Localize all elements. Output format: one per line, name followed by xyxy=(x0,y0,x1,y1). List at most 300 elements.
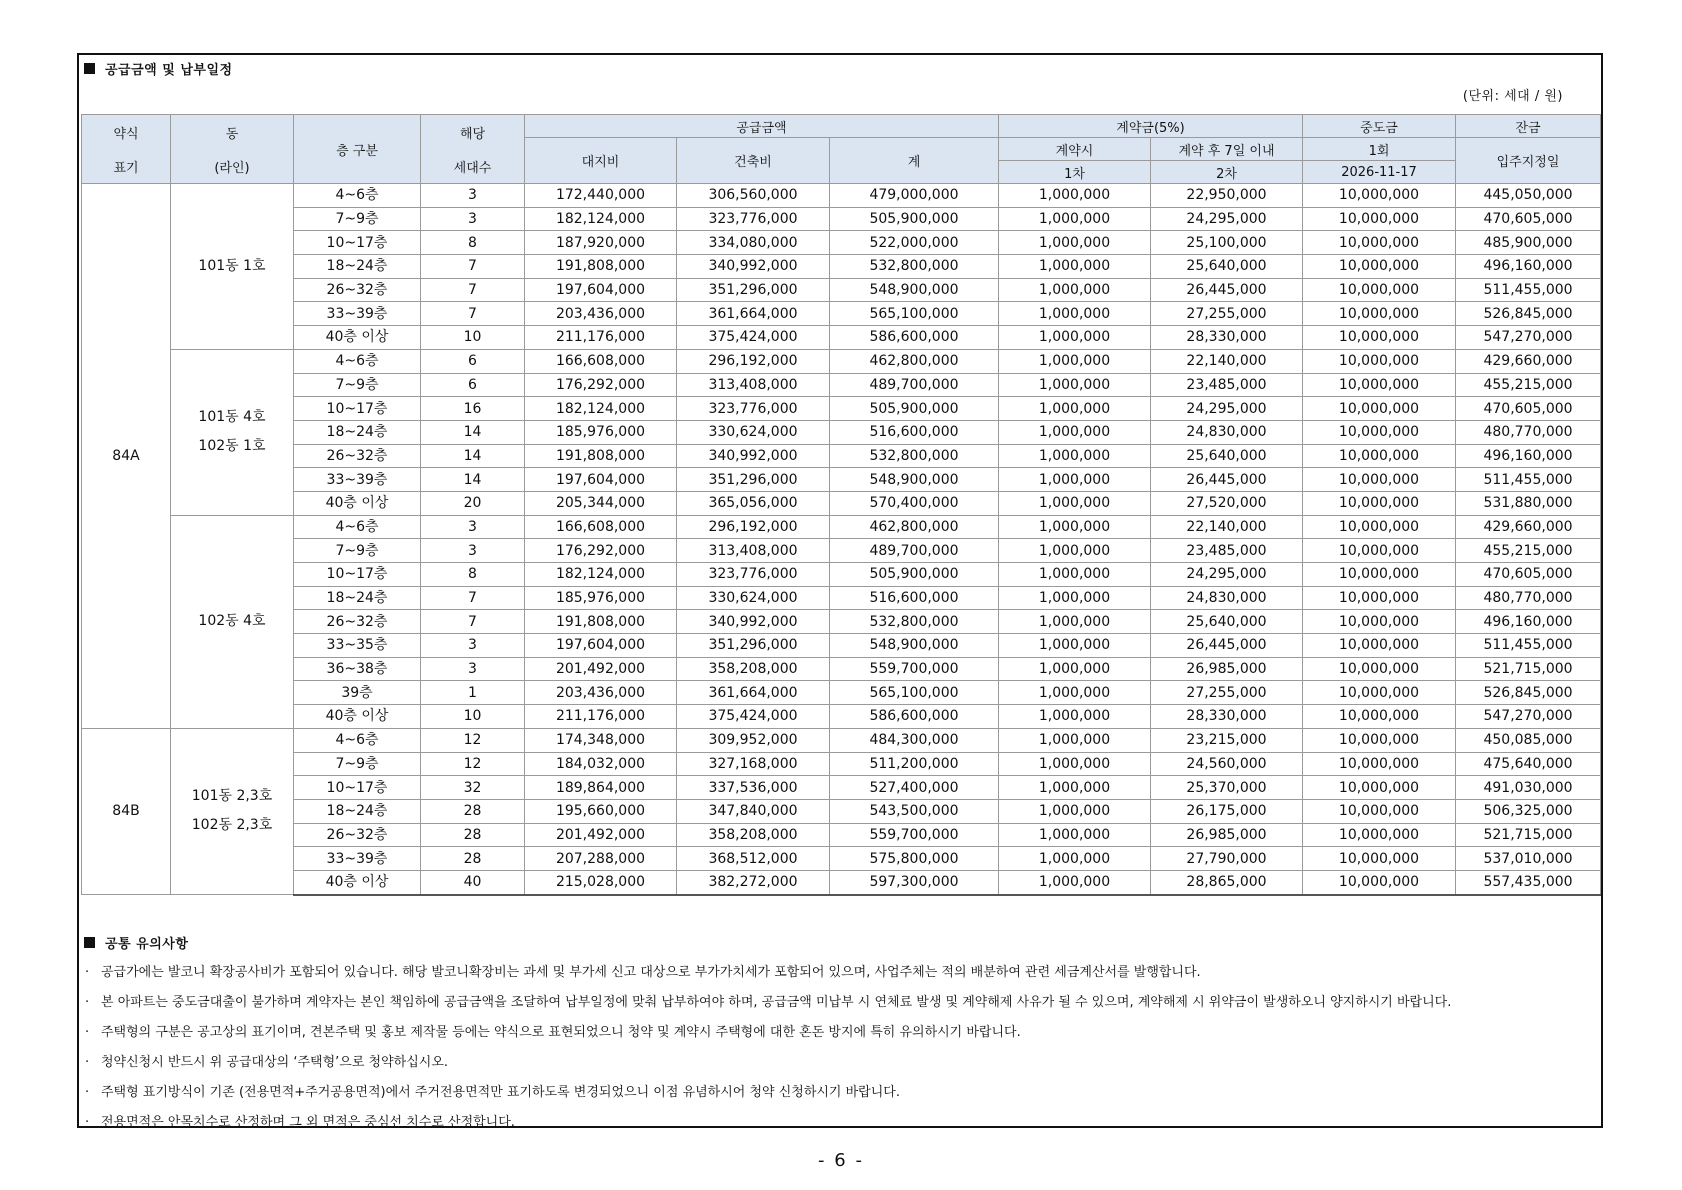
dep1-cell: 1,000,000 xyxy=(999,563,1151,587)
header-type: 약식 표기 xyxy=(82,115,171,184)
note-bullet: · xyxy=(85,1025,90,1040)
dep2-cell: 28,865,000 xyxy=(1151,870,1303,894)
floor-cell: 40층 이상 xyxy=(294,705,421,729)
land-cell: 182,124,000 xyxy=(525,207,677,231)
building-cell: 365,056,000 xyxy=(677,491,830,515)
balance-cell: 455,215,000 xyxy=(1456,539,1601,563)
land-cell: 197,604,000 xyxy=(525,278,677,302)
note-item xyxy=(85,1108,1585,1138)
floor-cell: 40층 이상 xyxy=(294,491,421,515)
type-cell: 84A xyxy=(82,184,171,729)
dep2-cell: 27,255,000 xyxy=(1151,302,1303,326)
total-cell: 586,600,000 xyxy=(830,705,999,729)
table-row xyxy=(82,681,1601,705)
building-cell: 340,992,000 xyxy=(677,444,830,468)
land-cell: 215,028,000 xyxy=(525,870,677,894)
units-cell: 7 xyxy=(421,255,525,279)
balance-cell: 511,455,000 xyxy=(1456,468,1601,492)
dep2-cell: 22,950,000 xyxy=(1151,184,1303,208)
dep2-cell: 26,445,000 xyxy=(1151,278,1303,302)
units-cell: 20 xyxy=(421,491,525,515)
interim-cell: 10,000,000 xyxy=(1303,444,1456,468)
interim-cell: 10,000,000 xyxy=(1303,231,1456,255)
total-cell: 516,600,000 xyxy=(830,420,999,444)
dep2-cell: 25,640,000 xyxy=(1151,610,1303,634)
building-cell: 361,664,000 xyxy=(677,302,830,326)
table-row xyxy=(82,278,1601,302)
interim-cell: 10,000,000 xyxy=(1303,705,1456,729)
floor-cell: 18~24층 xyxy=(294,799,421,823)
table-row xyxy=(82,634,1601,658)
land-cell: 166,608,000 xyxy=(525,515,677,539)
units-cell: 7 xyxy=(421,610,525,634)
note-item xyxy=(85,1018,1585,1048)
dep2-cell: 27,255,000 xyxy=(1151,681,1303,705)
dep1-cell: 1,000,000 xyxy=(999,491,1151,515)
interim-cell: 10,000,000 xyxy=(1303,799,1456,823)
notes-list xyxy=(85,958,1585,1138)
dong-cell: 102동 4호 xyxy=(171,515,294,728)
interim-cell: 10,000,000 xyxy=(1303,255,1456,279)
land-cell: 182,124,000 xyxy=(525,397,677,421)
floor-cell: 39층 xyxy=(294,681,421,705)
total-cell: 543,500,000 xyxy=(830,799,999,823)
balance-cell: 450,085,000 xyxy=(1456,728,1601,752)
total-cell: 559,700,000 xyxy=(830,823,999,847)
header-dep-2nd: 2차 xyxy=(1151,161,1303,184)
dep1-cell: 1,000,000 xyxy=(999,870,1151,894)
balance-cell: 496,160,000 xyxy=(1456,444,1601,468)
balance-cell: 496,160,000 xyxy=(1456,255,1601,279)
interim-cell: 10,000,000 xyxy=(1303,184,1456,208)
units-cell: 32 xyxy=(421,776,525,800)
units-cell: 12 xyxy=(421,752,525,776)
total-cell: 489,700,000 xyxy=(830,539,999,563)
interim-cell: 10,000,000 xyxy=(1303,302,1456,326)
document-frame xyxy=(77,53,1603,1128)
floor-cell: 7~9층 xyxy=(294,373,421,397)
interim-cell: 10,000,000 xyxy=(1303,397,1456,421)
land-cell: 185,976,000 xyxy=(525,586,677,610)
dep2-cell: 26,175,000 xyxy=(1151,799,1303,823)
building-cell: 351,296,000 xyxy=(677,278,830,302)
total-cell: 548,900,000 xyxy=(830,278,999,302)
total-cell: 532,800,000 xyxy=(830,444,999,468)
land-cell: 176,292,000 xyxy=(525,539,677,563)
dep1-cell: 1,000,000 xyxy=(999,657,1151,681)
dep1-cell: 1,000,000 xyxy=(999,634,1151,658)
land-cell: 201,492,000 xyxy=(525,657,677,681)
header-interim-date: 2026-11-17 xyxy=(1303,161,1456,184)
total-cell: 570,400,000 xyxy=(830,491,999,515)
header-supply: 공급금액 xyxy=(525,115,999,138)
interim-cell: 10,000,000 xyxy=(1303,563,1456,587)
units-cell: 14 xyxy=(421,468,525,492)
dep1-cell: 1,000,000 xyxy=(999,326,1151,350)
land-cell: 207,288,000 xyxy=(525,847,677,871)
dep2-cell: 26,445,000 xyxy=(1151,468,1303,492)
total-cell: 522,000,000 xyxy=(830,231,999,255)
dep2-cell: 24,295,000 xyxy=(1151,563,1303,587)
section-title-text: 공급금액 및 납부일정 xyxy=(105,63,233,78)
land-cell: 189,864,000 xyxy=(525,776,677,800)
interim-cell: 10,000,000 xyxy=(1303,539,1456,563)
land-cell: 211,176,000 xyxy=(525,705,677,729)
dep1-cell: 1,000,000 xyxy=(999,468,1151,492)
balance-cell: 547,270,000 xyxy=(1456,705,1601,729)
units-cell: 1 xyxy=(421,681,525,705)
dep2-cell: 28,330,000 xyxy=(1151,326,1303,350)
dep1-cell: 1,000,000 xyxy=(999,278,1151,302)
units-cell: 28 xyxy=(421,799,525,823)
dep2-cell: 25,100,000 xyxy=(1151,231,1303,255)
floor-cell: 10~17층 xyxy=(294,776,421,800)
table-row xyxy=(82,657,1601,681)
interim-cell: 10,000,000 xyxy=(1303,657,1456,681)
building-cell: 351,296,000 xyxy=(677,468,830,492)
dep1-cell: 1,000,000 xyxy=(999,728,1151,752)
note-bullet: · xyxy=(85,995,90,1010)
dep2-cell: 24,830,000 xyxy=(1151,586,1303,610)
units-cell: 8 xyxy=(421,563,525,587)
note-bullet: · xyxy=(85,1085,90,1100)
floor-cell: 10~17층 xyxy=(294,397,421,421)
units-cell: 14 xyxy=(421,420,525,444)
table-row xyxy=(82,231,1601,255)
dong-cell: 101동 1호 xyxy=(171,184,294,350)
balance-cell: 470,605,000 xyxy=(1456,397,1601,421)
units-cell: 7 xyxy=(421,278,525,302)
land-cell: 197,604,000 xyxy=(525,468,677,492)
table-row xyxy=(82,752,1601,776)
total-cell: 511,200,000 xyxy=(830,752,999,776)
dep1-cell: 1,000,000 xyxy=(999,207,1151,231)
floor-cell: 26~32층 xyxy=(294,444,421,468)
interim-cell: 10,000,000 xyxy=(1303,823,1456,847)
floor-cell: 33~39층 xyxy=(294,847,421,871)
floor-cell: 10~17층 xyxy=(294,563,421,587)
land-cell: 182,124,000 xyxy=(525,563,677,587)
dep1-cell: 1,000,000 xyxy=(999,823,1151,847)
note-bullet: · xyxy=(85,1055,90,1070)
units-cell: 3 xyxy=(421,657,525,681)
floor-cell: 7~9층 xyxy=(294,207,421,231)
table-row xyxy=(82,397,1601,421)
total-cell: 527,400,000 xyxy=(830,776,999,800)
balance-cell: 506,325,000 xyxy=(1456,799,1601,823)
building-cell: 358,208,000 xyxy=(677,657,830,681)
table-row xyxy=(82,610,1601,634)
unit-note: (단위: 세대 / 원) xyxy=(1462,89,1563,104)
section-title xyxy=(84,59,233,78)
page-number: - 6 - xyxy=(818,1150,864,1171)
dep2-cell: 22,140,000 xyxy=(1151,515,1303,539)
floor-cell: 33~39층 xyxy=(294,302,421,326)
floor-cell: 40층 이상 xyxy=(294,870,421,894)
interim-cell: 10,000,000 xyxy=(1303,468,1456,492)
table-row xyxy=(82,870,1601,894)
interim-cell: 10,000,000 xyxy=(1303,373,1456,397)
balance-cell: 557,435,000 xyxy=(1456,870,1601,894)
total-cell: 462,800,000 xyxy=(830,349,999,373)
total-cell: 505,900,000 xyxy=(830,563,999,587)
units-cell: 40 xyxy=(421,870,525,894)
note-item xyxy=(85,1078,1585,1108)
dep2-cell: 26,985,000 xyxy=(1151,823,1303,847)
header-dep-after-7: 계약 후 7일 이내 xyxy=(1151,138,1303,161)
floor-cell: 4~6층 xyxy=(294,728,421,752)
type-cell: 84B xyxy=(82,728,171,894)
header-dong: 동 (라인) xyxy=(171,115,294,184)
header-interim: 중도금 xyxy=(1303,115,1456,138)
interim-cell: 10,000,000 xyxy=(1303,515,1456,539)
balance-cell: 537,010,000 xyxy=(1456,847,1601,871)
total-cell: 516,600,000 xyxy=(830,586,999,610)
note-bullet: · xyxy=(85,1115,90,1130)
dep2-cell: 23,485,000 xyxy=(1151,373,1303,397)
table-row xyxy=(82,444,1601,468)
dep2-cell: 25,640,000 xyxy=(1151,444,1303,468)
note-item xyxy=(85,1048,1585,1078)
dep1-cell: 1,000,000 xyxy=(999,373,1151,397)
dep1-cell: 1,000,000 xyxy=(999,681,1151,705)
building-cell: 340,992,000 xyxy=(677,610,830,634)
dep2-cell: 24,560,000 xyxy=(1151,752,1303,776)
building-cell: 368,512,000 xyxy=(677,847,830,871)
dep2-cell: 28,330,000 xyxy=(1151,705,1303,729)
land-cell: 191,808,000 xyxy=(525,255,677,279)
dep1-cell: 1,000,000 xyxy=(999,586,1151,610)
balance-cell: 485,900,000 xyxy=(1456,231,1601,255)
floor-cell: 7~9층 xyxy=(294,752,421,776)
dep2-cell: 23,215,000 xyxy=(1151,728,1303,752)
balance-cell: 526,845,000 xyxy=(1456,681,1601,705)
header-land: 대지비 xyxy=(525,138,677,184)
land-cell: 191,808,000 xyxy=(525,444,677,468)
land-cell: 205,344,000 xyxy=(525,491,677,515)
note-text: 공급가에는 발코니 확장공사비가 포함되어 있습니다. 해당 발코니확장비는 과세 및 부가세 신고 대상으로 부가가치세가 포함되어 있으며, 사업주체는 적의 배분하여 관련 세금계산서를 발행합니다. xyxy=(101,965,1201,980)
interim-cell: 10,000,000 xyxy=(1303,847,1456,871)
table-row xyxy=(82,539,1601,563)
interim-cell: 10,000,000 xyxy=(1303,278,1456,302)
building-cell: 382,272,000 xyxy=(677,870,830,894)
units-cell: 7 xyxy=(421,586,525,610)
interim-cell: 10,000,000 xyxy=(1303,491,1456,515)
interim-cell: 10,000,000 xyxy=(1303,326,1456,350)
total-cell: 548,900,000 xyxy=(830,468,999,492)
table-row xyxy=(82,302,1601,326)
units-cell: 10 xyxy=(421,705,525,729)
dep1-cell: 1,000,000 xyxy=(999,184,1151,208)
balance-cell: 445,050,000 xyxy=(1456,184,1601,208)
dep1-cell: 1,000,000 xyxy=(999,255,1151,279)
price-table-body xyxy=(82,184,1601,895)
units-cell: 12 xyxy=(421,728,525,752)
interim-cell: 10,000,000 xyxy=(1303,776,1456,800)
units-cell: 3 xyxy=(421,539,525,563)
floor-cell: 18~24층 xyxy=(294,586,421,610)
dep2-cell: 23,485,000 xyxy=(1151,539,1303,563)
header-dep-1st: 1차 xyxy=(999,161,1151,184)
floor-cell: 4~6층 xyxy=(294,184,421,208)
building-cell: 330,624,000 xyxy=(677,420,830,444)
building-cell: 323,776,000 xyxy=(677,397,830,421)
total-cell: 479,000,000 xyxy=(830,184,999,208)
units-cell: 6 xyxy=(421,373,525,397)
dep2-cell: 27,520,000 xyxy=(1151,491,1303,515)
table-row xyxy=(82,373,1601,397)
balance-cell: 511,455,000 xyxy=(1456,634,1601,658)
floor-cell: 18~24층 xyxy=(294,255,421,279)
header-dep-at-contract: 계약시 xyxy=(999,138,1151,161)
interim-cell: 10,000,000 xyxy=(1303,207,1456,231)
land-cell: 185,976,000 xyxy=(525,420,677,444)
dep1-cell: 1,000,000 xyxy=(999,444,1151,468)
units-cell: 14 xyxy=(421,444,525,468)
dep2-cell: 26,985,000 xyxy=(1151,657,1303,681)
total-cell: 532,800,000 xyxy=(830,610,999,634)
dep1-cell: 1,000,000 xyxy=(999,610,1151,634)
notes-title-text: 공통 유의사항 xyxy=(105,937,189,952)
units-cell: 10 xyxy=(421,326,525,350)
interim-cell: 10,000,000 xyxy=(1303,634,1456,658)
building-cell: 337,536,000 xyxy=(677,776,830,800)
interim-cell: 10,000,000 xyxy=(1303,728,1456,752)
table-row xyxy=(82,823,1601,847)
total-cell: 559,700,000 xyxy=(830,657,999,681)
land-cell: 191,808,000 xyxy=(525,610,677,634)
total-cell: 489,700,000 xyxy=(830,373,999,397)
floor-cell: 36~38층 xyxy=(294,657,421,681)
table-row xyxy=(82,586,1601,610)
balance-cell: 429,660,000 xyxy=(1456,349,1601,373)
building-cell: 334,080,000 xyxy=(677,231,830,255)
balance-cell: 521,715,000 xyxy=(1456,657,1601,681)
building-cell: 323,776,000 xyxy=(677,207,830,231)
header-interim-round: 1회 xyxy=(1303,138,1456,161)
dong-cell: 101동 4호 102동 1호 xyxy=(171,349,294,515)
table-row xyxy=(82,728,1601,752)
land-cell: 197,604,000 xyxy=(525,634,677,658)
balance-cell: 531,880,000 xyxy=(1456,491,1601,515)
units-cell: 6 xyxy=(421,349,525,373)
square-bullet-icon xyxy=(84,937,95,948)
header-balance-date: 입주지정일 xyxy=(1456,138,1601,184)
dep1-cell: 1,000,000 xyxy=(999,752,1151,776)
total-cell: 462,800,000 xyxy=(830,515,999,539)
balance-cell: 429,660,000 xyxy=(1456,515,1601,539)
units-cell: 16 xyxy=(421,397,525,421)
building-cell: 361,664,000 xyxy=(677,681,830,705)
units-cell: 7 xyxy=(421,302,525,326)
header-floor: 층 구분 xyxy=(294,115,421,184)
building-cell: 296,192,000 xyxy=(677,349,830,373)
floor-cell: 40층 이상 xyxy=(294,326,421,350)
land-cell: 201,492,000 xyxy=(525,823,677,847)
building-cell: 306,560,000 xyxy=(677,184,830,208)
floor-cell: 33~39층 xyxy=(294,468,421,492)
dep2-cell: 25,640,000 xyxy=(1151,255,1303,279)
total-cell: 575,800,000 xyxy=(830,847,999,871)
table-row xyxy=(82,468,1601,492)
table-row xyxy=(82,207,1601,231)
note-text: 전용면적은 안목치수로 산정하며 그 외 면적은 중심선 치수로 산정합니다. xyxy=(101,1115,515,1130)
total-cell: 597,300,000 xyxy=(830,870,999,894)
header-building: 건축비 xyxy=(677,138,830,184)
price-table xyxy=(81,114,1601,896)
table-row xyxy=(82,349,1601,373)
dep1-cell: 1,000,000 xyxy=(999,539,1151,563)
building-cell: 330,624,000 xyxy=(677,586,830,610)
floor-cell: 26~32층 xyxy=(294,823,421,847)
total-cell: 586,600,000 xyxy=(830,326,999,350)
dong-cell: 101동 2,3호 102동 2,3호 xyxy=(171,728,294,894)
building-cell: 327,168,000 xyxy=(677,752,830,776)
building-cell: 375,424,000 xyxy=(677,326,830,350)
table-row xyxy=(82,326,1601,350)
dep1-cell: 1,000,000 xyxy=(999,847,1151,871)
table-row xyxy=(82,515,1601,539)
table-row xyxy=(82,420,1601,444)
note-item xyxy=(85,988,1585,1018)
total-cell: 532,800,000 xyxy=(830,255,999,279)
units-cell: 28 xyxy=(421,823,525,847)
balance-cell: 547,270,000 xyxy=(1456,326,1601,350)
balance-cell: 526,845,000 xyxy=(1456,302,1601,326)
dep2-cell: 24,830,000 xyxy=(1151,420,1303,444)
land-cell: 166,608,000 xyxy=(525,349,677,373)
floor-cell: 4~6층 xyxy=(294,515,421,539)
units-cell: 28 xyxy=(421,847,525,871)
table-row xyxy=(82,847,1601,871)
building-cell: 351,296,000 xyxy=(677,634,830,658)
total-cell: 565,100,000 xyxy=(830,681,999,705)
land-cell: 172,440,000 xyxy=(525,184,677,208)
table-row xyxy=(82,255,1601,279)
header-units: 해당 세대수 xyxy=(421,115,525,184)
interim-cell: 10,000,000 xyxy=(1303,752,1456,776)
dep1-cell: 1,000,000 xyxy=(999,302,1151,326)
note-text: 청약신청시 반드시 위 공급대상의 ‘주택형’으로 청약하십시오. xyxy=(101,1055,449,1070)
dep1-cell: 1,000,000 xyxy=(999,420,1151,444)
dep2-cell: 27,790,000 xyxy=(1151,847,1303,871)
header-total: 계 xyxy=(830,138,999,184)
interim-cell: 10,000,000 xyxy=(1303,586,1456,610)
land-cell: 203,436,000 xyxy=(525,681,677,705)
balance-cell: 491,030,000 xyxy=(1456,776,1601,800)
building-cell: 347,840,000 xyxy=(677,799,830,823)
land-cell: 184,032,000 xyxy=(525,752,677,776)
floor-cell: 4~6층 xyxy=(294,349,421,373)
header-deposit: 계약금(5%) xyxy=(999,115,1303,138)
table-row xyxy=(82,491,1601,515)
note-text: 주택형의 구분은 공고상의 표기이며, 견본주택 및 홍보 제작물 등에는 약식으로 표현되었으니 청약 및 계약시 주택형에 대한 혼돈 방지에 특히 유의하시기 바랍니다. xyxy=(101,1025,1021,1040)
note-text: 본 아파트는 중도금대출이 불가하며 계약자는 본인 책임하에 공급금액을 조달하여 납부일정에 맞춰 납부하여야 하며, 공급금액 미납부 시 연체료 발생 및 계약해제 사유가 될 수 있으며, 계약해제 시 위약금이 발생하오니 양지하시기 바랍니다. xyxy=(101,995,1452,1010)
dep1-cell: 1,000,000 xyxy=(999,799,1151,823)
floor-cell: 18~24층 xyxy=(294,420,421,444)
balance-cell: 511,455,000 xyxy=(1456,278,1601,302)
balance-cell: 480,770,000 xyxy=(1456,586,1601,610)
dep1-cell: 1,000,000 xyxy=(999,231,1151,255)
total-cell: 505,900,000 xyxy=(830,207,999,231)
units-cell: 3 xyxy=(421,207,525,231)
dep2-cell: 26,445,000 xyxy=(1151,634,1303,658)
interim-cell: 10,000,000 xyxy=(1303,870,1456,894)
note-item xyxy=(85,958,1585,988)
balance-cell: 480,770,000 xyxy=(1456,420,1601,444)
building-cell: 309,952,000 xyxy=(677,728,830,752)
building-cell: 313,408,000 xyxy=(677,539,830,563)
